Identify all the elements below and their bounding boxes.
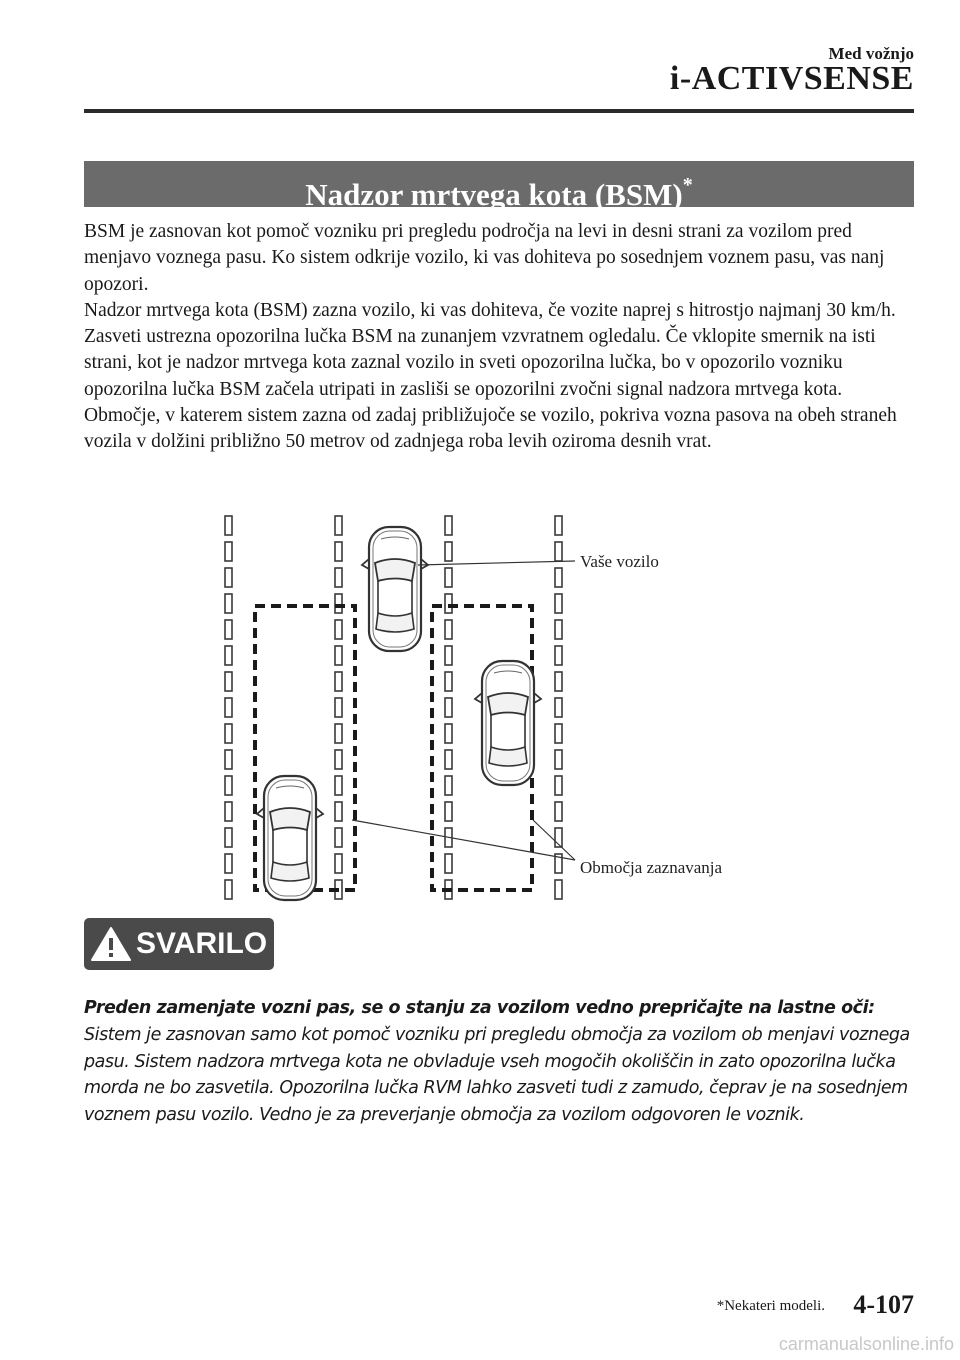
section-title: i-ACTIVSENSE: [669, 60, 914, 97]
warning-text: [84, 995, 916, 1129]
topic-title: Nadzor mrtvega kota (BSM): [305, 177, 683, 212]
label-detection-areas: Območja zaznavanja: [580, 858, 723, 877]
body-text: [84, 219, 916, 456]
lane-line-2: [335, 516, 342, 899]
header-divider: [84, 109, 914, 113]
warning-label: SVARILO: [136, 927, 268, 960]
approaching-vehicle-right: [475, 661, 541, 785]
body-paragraph-3: Območje, v katerem sistem zazna od zadaj približujoče se vozilo, pokriva vozna pasova na obeh straneh vozila v dolžini približno 50 metrov od zadnjega roba levih oziroma desnih vrat.: [84, 405, 897, 453]
bsm-diagram: [0, 505, 960, 905]
topic-banner: [84, 161, 914, 212]
chapter-title: Med vožnjo: [828, 44, 914, 63]
warning-badge: [84, 918, 274, 970]
callout-area-left: [352, 820, 575, 860]
footnote-mark: *: [682, 174, 693, 196]
warning-lead: Preden zamenjate vozni pas, se o stanju za vozilom vedno prepričajte na lastne oči:: [84, 998, 875, 1018]
approaching-vehicle-left: [257, 776, 323, 900]
callout-own-vehicle: [418, 561, 575, 565]
body-paragraph-2: Nadzor mrtvega kota (BSM) zazna vozilo, ki vas dohiteva, če vozite naprej s hitrostjo najmanj 30 km/h. Zasveti ustrezna opozorilna lučka BSM na zunanjem vzvratnem ogledalu. Če vklopite smernik na isti strani, kot je nadzor mrtvega kota zaznal vozilo in sveti opozorilna lučka, bo v opozorilo vozniku opozorilna lučka BSM začela utripati in zasliši se opozorilni zvočni signal nadzora mrtvega kota.: [84, 299, 896, 400]
label-own-vehicle: Vaše vozilo: [580, 552, 659, 571]
watermark: carmanualsonline.info: [778, 1334, 954, 1354]
own-vehicle: [362, 527, 428, 651]
body-paragraph-1: BSM je zasnovan kot pomoč vozniku pri pregledu področja na levi in desni strani za vozilom pred menjavo voznega pasu. Ko sistem odkrije vozilo, ki vas dohiteva po sosednjem voznem pasu, vas nanj opozori.: [84, 221, 885, 295]
footnote: *Nekateri modeli.: [716, 1298, 825, 1314]
warning-body: Sistem je zasnovan samo kot pomoč vozniku pri pregledu območja za vozilom ob menjavi voznega pasu. Sistem nadzora mrtvega kota ne obvladuje vseh mogočih okoliščin in zato opozorilna lučka morda ne bo zasvetila. Opozorilna lučka RVM lahko zasveti tudi z zamudo, čeprav je na sosednjem voznem pasu vozilo. Vedno je za preverjanje območja za vozilom odgovoren le voznik.: [84, 1024, 910, 1126]
page-number: 4-107: [853, 1290, 914, 1319]
lane-line-3: [445, 516, 452, 899]
lane-line-1: [225, 516, 232, 899]
warning-triangle-icon: [90, 926, 132, 962]
